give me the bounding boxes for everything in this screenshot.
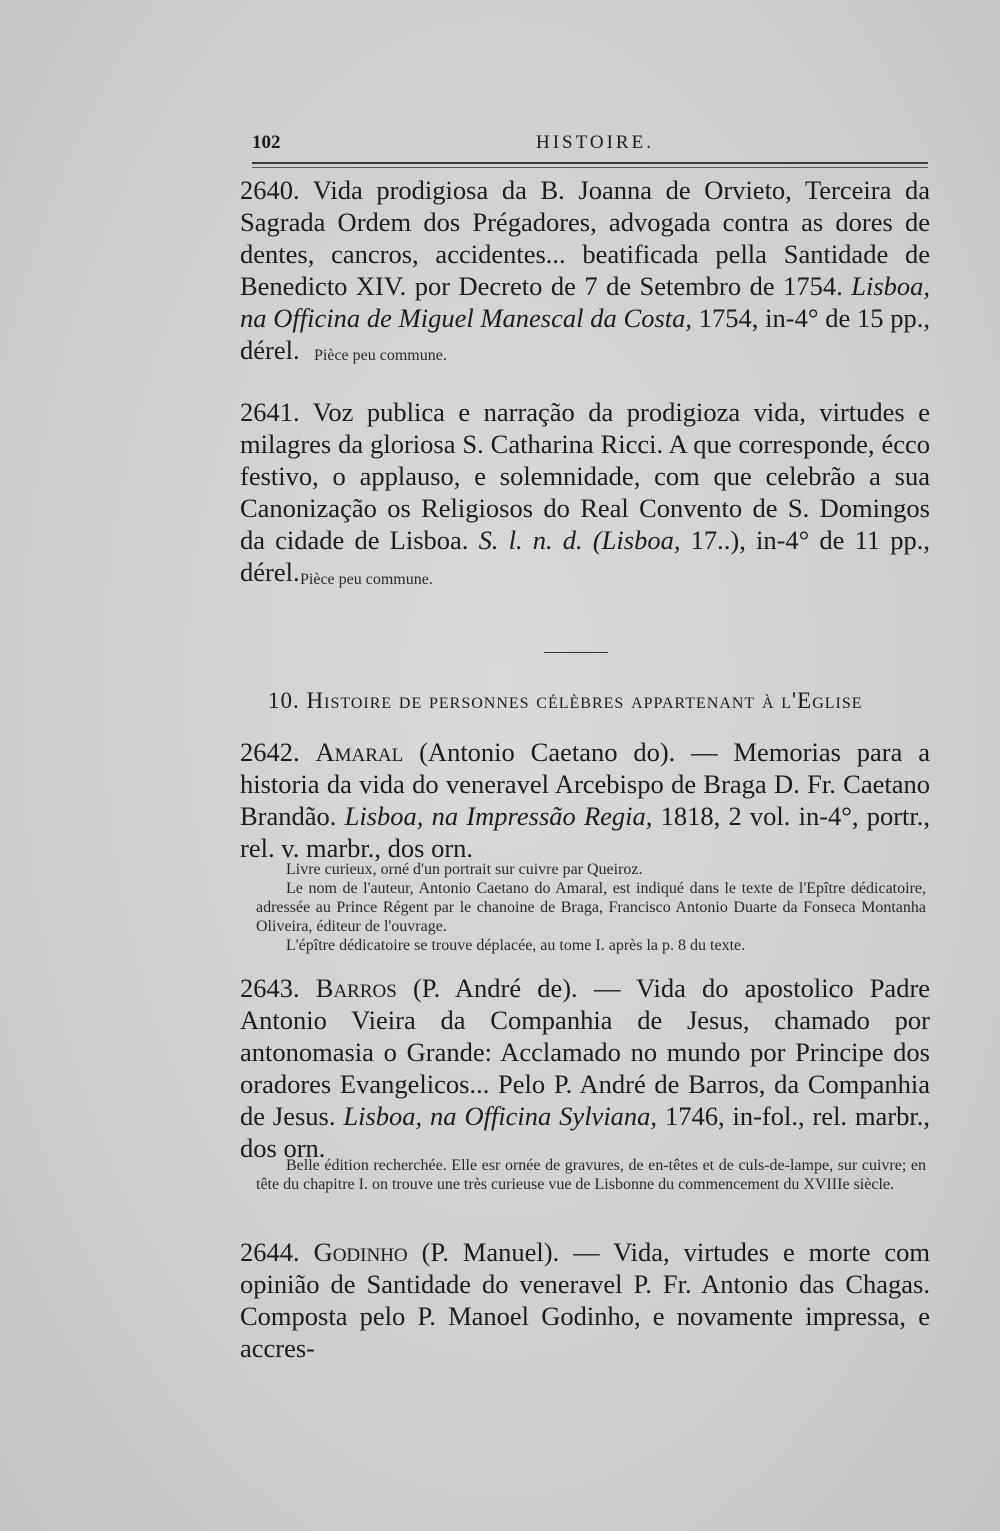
- entry-2641: [240, 396, 930, 588]
- entry-note: [300, 346, 970, 365]
- entry-2640: [240, 174, 930, 366]
- entry-2642: [240, 736, 930, 864]
- entry-author-rest: (P. Manuel).: [421, 1237, 560, 1267]
- entry-2644: [240, 1236, 930, 1364]
- entry-author-rest: (P. André de).: [412, 973, 578, 1003]
- running-title: HISTOIRE.: [536, 132, 654, 153]
- entry-note: [300, 570, 970, 589]
- entry-imprint: Lisboa, na Officina de Miguel Manescal da Costa,: [240, 271, 931, 333]
- note-text: Livre curieux, orné d'un portrait sur cuivre par Queiroz.: [286, 861, 643, 878]
- entry-number: 2641.: [240, 397, 300, 427]
- entry-author-rest: (Antonio Caetano do).: [419, 737, 676, 767]
- entry-collation: 1746, in-fol., rel. marbr., dos orn.: [240, 1101, 931, 1163]
- section-title: Histoire de personnes célèbres appartenant à l'Eglise: [306, 688, 863, 713]
- entry-title: Voz publica e narração da prodigioza vida, virtudes e milagres da gloriosa S. Catharina Ricci. A que corresponde, écco festivo, o applauso, e solemnidade, com que celebrão a sua Canonização os Religiosos do Real Convento de S. Domingos da cidade de Lisboa.: [240, 397, 930, 555]
- entry-collation: 1818, 2 vol. in-4°, portr., rel. v. marbr., dos orn.: [240, 801, 931, 863]
- running-head: [252, 128, 928, 164]
- entry-collation: 17..), in-4° de 11 pp., dérel.: [240, 525, 931, 587]
- entry-notes-2643: [256, 1156, 926, 1194]
- note-text: L'épître dédicatoire se trouve déplacée, au tome I. après la p. 8 du texte.: [286, 937, 746, 954]
- entry-author: Barros: [315, 973, 397, 1003]
- entry-title: — Vida, virtudes e morte com opinião de Santidade do veneravel P. Fr. Antonio das Chagas. Composta pelo P. Manoel Godinho, e novamente impressa, e accres-: [240, 1237, 931, 1363]
- section-divider: [544, 652, 608, 653]
- note-text: Pièce peu commune.: [300, 571, 433, 588]
- entry-imprint: Lisboa, na Officina Sylviana,: [343, 1101, 658, 1131]
- entry-title: — Vida do apostolico Padre Antonio Vieira da Companhia de Jesus, chamado por antonomasia o Grande: Acclamado no mundo por Principe dos oradores Evangelicos... Pelo P. André de Barros, da Companhia de Jesus.: [240, 973, 931, 1131]
- page-number: 102: [252, 132, 281, 153]
- note-text: Pièce peu commune.: [314, 347, 447, 364]
- entry-notes-2642: [256, 860, 926, 955]
- section-number: 10.: [268, 688, 300, 713]
- entry-title: — Memorias para a historia da vida do veneravel Arcebispo de Braga D. Fr. Caetano Brandão.: [240, 737, 931, 831]
- entry-author: Amaral: [315, 737, 404, 767]
- entry-number: 2642.: [240, 737, 300, 767]
- entry-title: Vida prodigiosa da B. Joanna de Orvieto, Terceira da Sagrada Ordem dos Prégadores, advogada contra as dores de dentes, cancros, accidentes... beatificada pella Santidade de Benedicto XIV. por Decreto de 7 de Setembro de 1754.: [240, 175, 930, 301]
- entry-number: 2643.: [240, 973, 300, 1003]
- entry-imprint: Lisboa, na Impressão Regia,: [344, 801, 653, 831]
- note-text: Belle édition recherchée. Elle esr ornée de gravures, de en-têtes et de culs-de-lampe, sur cuivre; en tête du chapitre I. on trouve une très curieuse vue de Lisbonne du commencement du XVIIIe siècle.: [256, 1157, 926, 1193]
- entry-author: Godinho: [313, 1237, 408, 1267]
- entry-collation: 1754, in-4° de 15 pp., dérel.: [240, 303, 930, 365]
- entry-2643: [240, 972, 930, 1164]
- note-text: Le nom de l'auteur, Antonio Caetano do Amaral, est indiqué dans le texte de l'Epître dédicatoire, adressée au Prince Régent par le chanoine de Braga, Francisco Antonio Duarte da Fonseca Montanha Oliveira, éditeur de l'ouvrage.: [256, 880, 926, 935]
- section-heading: [268, 688, 928, 714]
- entry-imprint: S. l. n. d. (Lisboa,: [478, 525, 681, 555]
- entry-number: 2640.: [240, 175, 300, 205]
- entry-number: 2644.: [240, 1237, 300, 1267]
